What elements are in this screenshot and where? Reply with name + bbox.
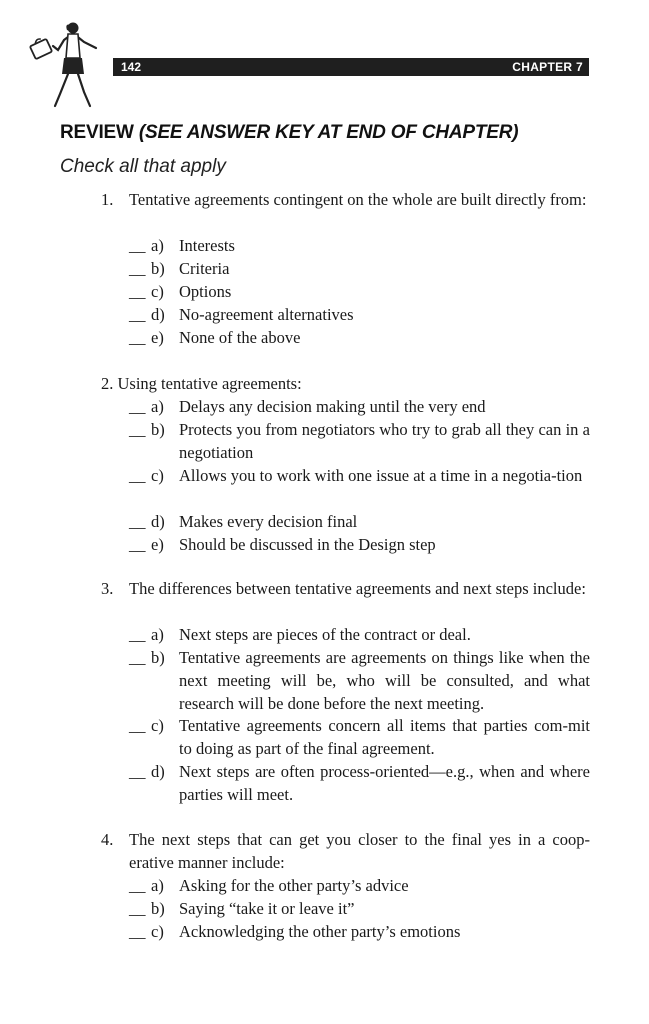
answer-blank[interactable]: __ (129, 397, 146, 416)
option-letter: b) (151, 259, 165, 278)
answer-option (129, 920, 590, 943)
answer-option (129, 533, 590, 556)
option-text: Should be discussed in the Design step (179, 535, 436, 554)
answer-blank[interactable]: __ (129, 305, 146, 324)
option-text: Interests (179, 236, 235, 255)
question-stem (101, 372, 590, 395)
answer-option (129, 395, 590, 418)
answer-blank[interactable]: __ (129, 236, 146, 255)
instructions-subheading: Check all that apply (60, 156, 226, 177)
answer-blank[interactable]: __ (129, 648, 146, 667)
question-number: 2. (101, 374, 114, 393)
answer-blank[interactable]: __ (129, 328, 146, 347)
answer-option (129, 326, 590, 349)
option-letter: a) (151, 397, 164, 416)
chapter-label: CHAPTER 7 (512, 60, 583, 74)
question-stem: Tentative agreements contingent on the whole are built directly from: (129, 190, 587, 209)
answer-option (129, 257, 590, 280)
option-letter: b) (151, 648, 165, 667)
option-letter: b) (151, 899, 165, 918)
option-text: Allows you to work with one issue at a time in a negotia-tion (179, 466, 583, 485)
option-text: Next steps are pieces of the contract or deal. (179, 625, 471, 644)
option-letter: c) (151, 922, 164, 941)
answer-option (129, 714, 590, 760)
option-letter: d) (151, 305, 165, 324)
option-text: Protects you from negotiators who try to grab all they can in a negotiation (179, 420, 590, 462)
question-number: 1. (101, 190, 114, 209)
answer-option (129, 234, 590, 257)
answer-option (129, 874, 590, 897)
answer-option (129, 418, 590, 464)
answer-blank[interactable]: __ (129, 259, 146, 278)
answer-blank[interactable]: __ (129, 762, 146, 781)
answer-blank[interactable]: __ (129, 282, 146, 301)
option-letter: e) (151, 328, 164, 347)
option-text: Options (179, 282, 232, 301)
option-text: No-agreement alternatives (179, 305, 354, 324)
option-letter: b) (151, 420, 165, 439)
answer-option (129, 897, 590, 920)
review-title: REVIEW (60, 122, 134, 143)
option-letter: a) (151, 625, 164, 644)
answer-option (129, 280, 590, 303)
option-text: Acknowledging the other party’s emotions (179, 922, 461, 941)
option-text: Saying “take it or leave it” (179, 899, 355, 918)
option-letter: a) (151, 876, 164, 895)
businesswoman-briefcase-icon (28, 20, 108, 110)
option-letter: c) (151, 282, 164, 301)
answer-blank[interactable]: __ (129, 625, 146, 644)
page-number: 142 (121, 60, 142, 74)
question-stem-text: Using tentative agreements: (117, 374, 302, 393)
question-stem: The differences between tentative agreements and next steps include: (129, 579, 586, 598)
option-letter: e) (151, 535, 164, 554)
answer-option (129, 464, 590, 487)
answer-blank[interactable]: __ (129, 466, 146, 485)
option-letter: d) (151, 512, 165, 531)
answer-blank[interactable]: __ (129, 535, 146, 554)
answer-blank[interactable]: __ (129, 922, 146, 941)
option-text: None of the above (179, 328, 301, 347)
answer-blank[interactable]: __ (129, 420, 146, 439)
option-letter: d) (151, 762, 165, 781)
option-text: Delays any decision making until the very end (179, 397, 486, 416)
question-number: 3. (101, 579, 114, 598)
option-letter: a) (151, 236, 164, 255)
answer-option (129, 303, 590, 326)
option-letter: c) (151, 716, 164, 735)
option-text: Tentative agreements are agreements on things like when the next meeting will be, who will be consulted, and what research will be done before the next meeting. (179, 648, 590, 713)
question-number: 4. (101, 830, 114, 849)
option-text: Tentative agreements concern all items that parties com-mit to doing as part of the final agreement. (179, 716, 590, 758)
option-text: Asking for the other party’s advice (179, 876, 409, 895)
answer-option (129, 623, 590, 646)
answer-option (129, 510, 590, 533)
option-text: Makes every decision final (179, 512, 358, 531)
question-stem: The next steps that can get you closer to the final yes in a coop-erative manner include: (129, 830, 590, 872)
answer-blank[interactable]: __ (129, 716, 146, 735)
review-subtitle: (SEE ANSWER KEY AT END OF CHAPTER) (138, 122, 519, 143)
answer-option (129, 646, 590, 715)
option-letter: c) (151, 466, 164, 485)
answer-blank[interactable]: __ (129, 876, 146, 895)
page-header-bar (113, 58, 589, 76)
review-heading (60, 122, 518, 144)
answer-blank[interactable]: __ (129, 899, 146, 918)
option-text: Next steps are often process-oriented—e.g., when and where parties will meet. (179, 762, 590, 804)
answer-option (129, 760, 590, 806)
option-text: Criteria (179, 259, 230, 278)
answer-blank[interactable]: __ (129, 512, 146, 531)
